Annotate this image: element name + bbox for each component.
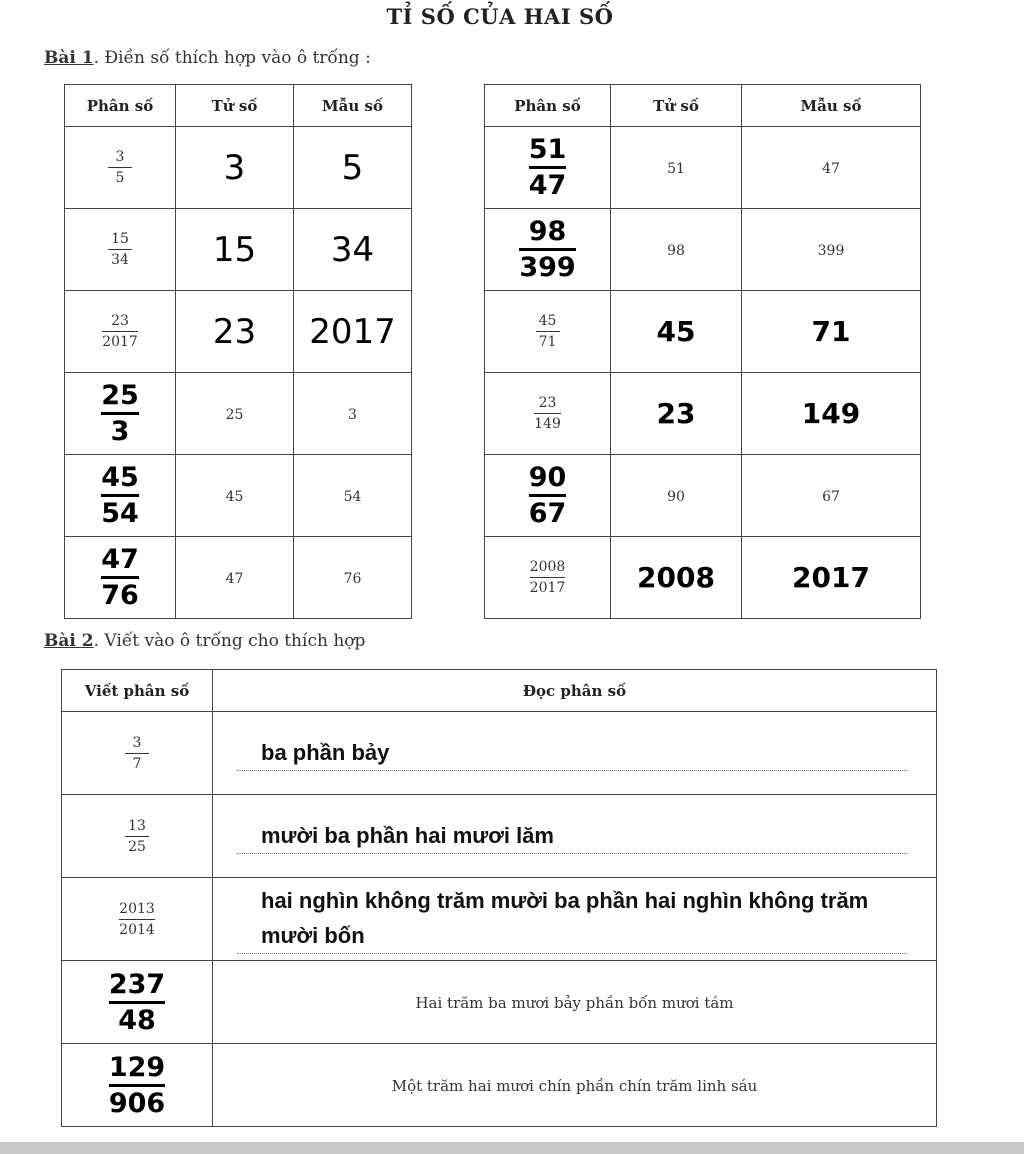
fraction-denominator: 399 [519, 252, 576, 283]
fraction-reading: mười ba phần hai mươi lăm [237, 818, 907, 854]
fraction-numerator: 47 [101, 544, 139, 575]
fraction [529, 136, 567, 199]
denominator-value: 399 [817, 243, 845, 259]
fraction-bar [108, 249, 132, 250]
fraction-cell [485, 537, 611, 619]
fraction-numerator: 15 [111, 231, 129, 247]
numerator-cell [611, 127, 742, 209]
fraction-numerator: 25 [101, 380, 139, 411]
numerator-cell [611, 291, 742, 373]
numerator-value: 90 [667, 489, 685, 505]
numerator-value: 47 [225, 571, 244, 587]
fraction-denominator: 2017 [102, 334, 138, 350]
fraction [101, 382, 139, 445]
table-row [62, 961, 937, 1044]
fraction-numerator: 3 [115, 149, 125, 165]
numerator-cell [611, 209, 742, 291]
fraction-numerator: 3 [132, 734, 142, 751]
numerator-value: 15 [212, 229, 257, 270]
fraction-bar [101, 494, 139, 497]
fraction-bar [529, 494, 567, 497]
fraction-reading: Hai trăm ba mươi bảy phần bốn mươi tám [415, 993, 734, 1012]
header-fraction: Phân số [65, 85, 176, 127]
denominator-value: 34 [330, 229, 375, 270]
numerator-cell [611, 537, 742, 619]
denominator-cell [294, 291, 412, 373]
fraction-cell [485, 127, 611, 209]
fraction-bar [536, 331, 560, 332]
fraction-reading: hai nghìn không trăm mười ba phần hai nghìn không trăm mười bốn [237, 884, 907, 953]
table-row [485, 291, 921, 373]
fraction-denominator: 7 [132, 755, 142, 772]
numerator-cell [176, 537, 294, 619]
fraction-numerator: 45 [538, 313, 557, 329]
fraction-bar [109, 1084, 165, 1087]
denominator-value: 5 [341, 147, 364, 188]
fraction-bar [102, 331, 138, 332]
denominator-cell [742, 373, 921, 455]
table-row [65, 209, 412, 291]
table-row [65, 373, 412, 455]
fraction-cell [65, 455, 176, 537]
fraction-denominator: 2017 [529, 580, 566, 596]
header-read-fraction: Đọc phân số [213, 670, 937, 712]
fraction-cell [62, 1044, 213, 1127]
denominator-value: 149 [801, 396, 861, 430]
table-row [65, 127, 412, 209]
numerator-cell [176, 373, 294, 455]
exercise-2-heading [44, 631, 365, 651]
fraction-denominator: 2014 [119, 921, 155, 938]
table-row [65, 537, 412, 619]
fraction-denominator: 906 [108, 1087, 166, 1119]
fraction-denominator: 47 [528, 170, 567, 201]
denominator-cell [742, 455, 921, 537]
fraction [530, 559, 566, 596]
fraction-denominator: 5 [115, 170, 125, 186]
fraction-table-left [64, 84, 412, 619]
fraction [536, 313, 560, 350]
denominator-cell [294, 127, 412, 209]
fraction [519, 218, 575, 281]
header-write-fraction: Viết phân số [62, 670, 213, 712]
exercise-2-instruction: . Viết vào ô trống cho thích hợp [93, 631, 366, 651]
denominator-value: 76 [343, 571, 362, 587]
table-row [62, 712, 937, 795]
fraction-cell [62, 961, 213, 1044]
fraction-denominator: 54 [101, 498, 139, 529]
denominator-cell [742, 209, 921, 291]
denominator-value: 47 [822, 161, 840, 177]
fraction-bar [125, 836, 149, 837]
fraction-numerator: 51 [528, 134, 567, 165]
fraction-numerator: 237 [108, 968, 166, 1000]
fraction-cell [62, 795, 213, 878]
numerator-value: 51 [667, 161, 685, 177]
fraction [529, 464, 567, 527]
fraction-bar [519, 248, 575, 251]
exercise-2-name: Bài 2 [44, 631, 94, 651]
table-row [62, 878, 937, 961]
fraction-cell [485, 455, 611, 537]
fraction-denominator: 34 [111, 252, 129, 268]
exercise-1-instruction: . Điền số thích hợp vào ô trống : [93, 48, 371, 68]
reading-cell [213, 795, 937, 878]
denominator-cell [294, 537, 412, 619]
fraction-cell [65, 537, 176, 619]
reading-cell [213, 1044, 937, 1127]
denominator-cell [742, 291, 921, 373]
fraction-bar [529, 166, 567, 169]
numerator-value: 2008 [637, 560, 715, 594]
numerator-value: 45 [656, 314, 696, 348]
table-row [485, 209, 921, 291]
exercise-1-heading [44, 48, 371, 68]
numerator-value: 25 [225, 407, 244, 423]
denominator-value: 3 [348, 407, 357, 423]
fraction-denominator: 149 [534, 416, 561, 432]
fraction-cell [65, 291, 176, 373]
numerator-cell [176, 455, 294, 537]
fraction-cell [485, 373, 611, 455]
bottom-strip [0, 1142, 1024, 1154]
fraction-numerator: 2013 [119, 900, 155, 917]
fraction-bar [101, 412, 139, 415]
fraction [102, 313, 138, 350]
fraction-bar [108, 167, 132, 168]
numerator-value: 98 [667, 243, 685, 259]
reading-cell [213, 712, 937, 795]
denominator-cell [294, 209, 412, 291]
fraction-cell [62, 878, 213, 961]
fraction-cell [65, 373, 176, 455]
table-row [65, 291, 412, 373]
header-denominator: Mẫu số [742, 85, 921, 127]
fraction-denominator: 25 [128, 838, 146, 855]
reading-cell [213, 878, 937, 961]
table-row [485, 127, 921, 209]
fraction-reading: ba phần bảy [237, 735, 907, 771]
reading-table [61, 669, 937, 1127]
fraction-numerator: 90 [528, 462, 567, 493]
denominator-value: 54 [343, 489, 362, 505]
fraction [108, 231, 132, 268]
denominator-cell [742, 127, 921, 209]
numerator-cell [176, 291, 294, 373]
fraction-cell [65, 127, 176, 209]
fraction-reading: Một trăm hai mươi chín phần chín trăm linh sáu [391, 1076, 758, 1095]
numerator-value: 23 [656, 396, 696, 430]
fraction-denominator: 48 [118, 1004, 156, 1036]
numerator-cell [611, 455, 742, 537]
denominator-cell [294, 455, 412, 537]
fraction-bar [109, 1001, 165, 1004]
numerator-value: 3 [223, 147, 246, 188]
denominator-value: 71 [811, 314, 851, 348]
fraction-bar [125, 753, 149, 754]
fraction [101, 546, 139, 609]
fraction-cell [485, 291, 611, 373]
exercise-1-name: Bài 1 [44, 48, 94, 68]
denominator-value: 2017 [309, 311, 396, 352]
numerator-cell [611, 373, 742, 455]
fraction-numerator: 23 [538, 395, 557, 411]
fraction [534, 395, 561, 432]
fraction-bar [530, 577, 566, 578]
fraction-numerator: 45 [101, 462, 139, 493]
header-fraction: Phân số [485, 85, 611, 127]
fraction-cell [65, 209, 176, 291]
numerator-cell [176, 209, 294, 291]
fraction-bar [119, 919, 155, 920]
fraction-numerator: 23 [111, 313, 129, 329]
numerator-value: 45 [225, 489, 244, 505]
fraction-bar [534, 413, 561, 414]
fraction [101, 464, 139, 527]
fraction [108, 149, 132, 186]
denominator-value: 2017 [792, 560, 870, 594]
table-row [485, 537, 921, 619]
fraction [119, 901, 155, 938]
table-row [485, 455, 921, 537]
reading-cell [213, 961, 937, 1044]
fraction-numerator: 2008 [529, 559, 566, 575]
table-row [485, 373, 921, 455]
header-numerator: Tử số [176, 85, 294, 127]
fraction [108, 1051, 166, 1119]
fraction-denominator: 3 [110, 416, 130, 447]
header-numerator: Tử số [611, 85, 742, 127]
numerator-value: 23 [212, 311, 257, 352]
table-row [62, 795, 937, 878]
fraction-denominator: 67 [528, 498, 567, 529]
denominator-value: 67 [822, 489, 840, 505]
fraction-numerator: 129 [108, 1051, 166, 1083]
denominator-cell [294, 373, 412, 455]
denominator-cell [742, 537, 921, 619]
fraction-denominator: 71 [538, 334, 557, 350]
fraction-cell [485, 209, 611, 291]
table-row [62, 1044, 937, 1127]
fraction [108, 968, 166, 1036]
fraction-numerator: 98 [528, 216, 567, 247]
fraction-cell [62, 712, 213, 795]
fraction-denominator: 76 [101, 580, 139, 611]
numerator-cell [176, 127, 294, 209]
header-denominator: Mẫu số [294, 85, 412, 127]
fraction-table-right [484, 84, 921, 619]
fraction [125, 735, 149, 772]
fraction [125, 818, 149, 855]
table-row [65, 455, 412, 537]
fraction-bar [101, 576, 139, 579]
page-title: TỈ SỐ CỦA HAI SỐ [386, 4, 614, 29]
fraction-numerator: 13 [128, 817, 146, 834]
